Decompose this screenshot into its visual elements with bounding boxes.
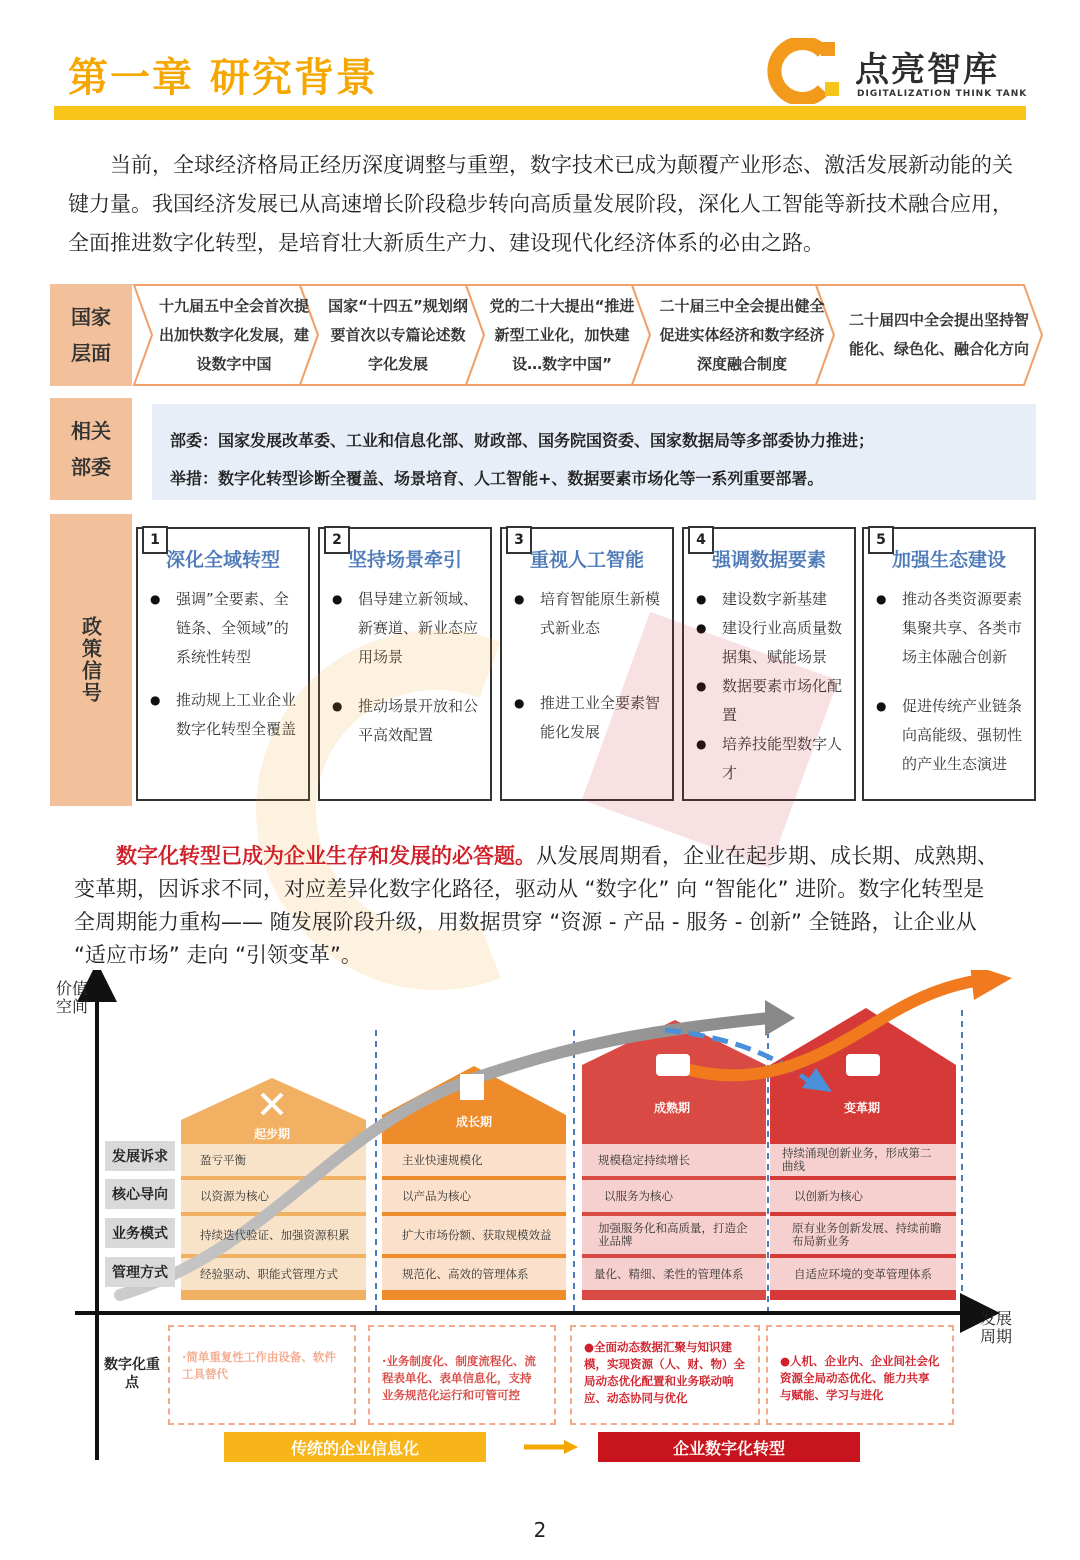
cell: 经验驱动、职能式管理方式 bbox=[200, 1266, 338, 1281]
chapter-title: 第一章 研究背景 bbox=[68, 55, 378, 101]
card-title: 坚持场景牵引 bbox=[347, 549, 462, 571]
policy-card bbox=[862, 527, 1036, 801]
paragraph-text: 从发展周期看，企业在起步期、成长期、成熟期、变革期，因诉求不同，对应差异化数字化路径，驱动从 “数字化” 向 “智能化” 进阶。数字化转型是全周期能力重构—— 随发展阶段升级，用数据贯穿 “资源 - 产品 - 服务 - 创新” 全链路，让企业从 “适应市场” 走向 “引领变革”。 bbox=[74, 844, 998, 967]
cell: 以创新为核心 bbox=[794, 1188, 863, 1203]
cell: 以资源为核心 bbox=[200, 1188, 269, 1203]
cell: 原有业务创新发展、持续前瞻布局新业务 bbox=[792, 1221, 942, 1248]
ministries-line: 部委：国家发展改革委、工业和信息化部、财政部、国务院国资委、国家数据局等多部委协力推进； bbox=[170, 431, 875, 450]
digital-focus-label: 数字化重点 bbox=[104, 1357, 160, 1391]
chevron-item: 十九届五中全会首次提出加快数字化发展，建设数字中国 bbox=[158, 296, 309, 373]
digital-focus-box: ·业务制度化、制度流程化、流程表单化、表单信息化，支持业务规范化运行和可管可控 bbox=[368, 1325, 556, 1425]
card-bullet: ● 推进工业全要素智能化发展 bbox=[514, 689, 666, 747]
ministries-label: 相关部委 bbox=[50, 398, 132, 500]
card-bullet: ● 数据要素市场化配置 bbox=[696, 672, 848, 730]
phase-name: 起步期 bbox=[253, 1127, 290, 1141]
policy-card bbox=[682, 527, 856, 801]
phase-name: 成长期 bbox=[455, 1115, 492, 1129]
card-bullet: ● 推动各类资源要素集聚共享、各类市场主体融合创新 bbox=[876, 585, 1028, 672]
digital-focus-box: ·简单重复性工作由设备、软件工具替代 bbox=[168, 1325, 356, 1425]
card-bullet: ● 建设数字新基建 bbox=[696, 585, 848, 614]
card-number: 4 bbox=[688, 526, 714, 554]
row-label: 发展诉求 bbox=[105, 1141, 175, 1171]
cell: 持续涌现创新业务，形成第二曲线 bbox=[782, 1146, 932, 1173]
card-bullet: ● 促进传统产业链条向高能级、强韧性的产业生态演进 bbox=[876, 692, 1028, 779]
phase-name: 成熟期 bbox=[653, 1101, 690, 1115]
card-number: 2 bbox=[324, 526, 350, 554]
card-title: 深化全域转型 bbox=[165, 549, 280, 571]
header-bar bbox=[54, 106, 1026, 120]
chevron-item: 党的二十大提出“推进新型工业化，加快建设…数字中国” bbox=[489, 296, 635, 373]
card-bullet: ● 强调”全要素、全链条、全领域”的系统性转型 bbox=[150, 585, 302, 672]
policy-card bbox=[136, 527, 310, 801]
page-number: 2 bbox=[533, 1518, 547, 1542]
measures-line: 举措：数字化转型诊断全覆盖、场景培育、人工智能+、数据要素市场化等一系列重要部署。 bbox=[170, 469, 824, 488]
chevron-item: 二十届四中全会提出坚持智能化、绿色化、融合化方向 bbox=[848, 311, 1029, 358]
digital-focus-box: ●人机、企业内、企业间社会化资源全局动态优化、能力共享与赋能、学习与进化 bbox=[766, 1325, 954, 1425]
card-bullet: ● 推动场景开放和公平高效配置 bbox=[332, 692, 484, 750]
logo-name: 点亮智库 bbox=[855, 50, 999, 90]
logo-subtitle: DIGITALIZATION THINK TANK bbox=[857, 89, 1028, 99]
dollar-icon bbox=[460, 1074, 484, 1100]
card-title: 加强生态建设 bbox=[891, 549, 1006, 571]
y-axis-label: 价值空间 bbox=[56, 979, 89, 1016]
policy-signals-label: 政策信号 bbox=[50, 514, 132, 806]
row-label: 管理方式 bbox=[105, 1257, 175, 1287]
cell: 规模稳定持续增长 bbox=[598, 1152, 690, 1167]
lifecycle-diagram bbox=[50, 970, 1050, 1470]
chevron-item: 二十届三中全会提出健全促进实体经济和数字经济深度融合制度 bbox=[659, 296, 825, 373]
cell: 持续迭代验证、加强资源积累 bbox=[200, 1227, 350, 1242]
cell: 主业快速规模化 bbox=[402, 1152, 483, 1167]
cell: 自适应环境的变革管理体系 bbox=[794, 1266, 932, 1281]
card-number: 5 bbox=[868, 526, 894, 554]
paragraph-highlight: 数字化转型已成为企业生存和发展的必答题。 bbox=[116, 844, 536, 868]
policy-card bbox=[318, 527, 492, 801]
chevron-item: 国家“十四五”规划纲要首次以专篇论述数字化发展 bbox=[328, 296, 468, 373]
cell: 盈亏平衡 bbox=[200, 1152, 246, 1167]
national-level-chevrons bbox=[132, 284, 1044, 386]
card-bullet: ● 倡导建立新领域、新赛道、新业态应用场景 bbox=[332, 585, 484, 672]
card-bullet: ● 建设行业高质量数据集、赋能场景 bbox=[696, 614, 848, 672]
cell: 量化、精细、柔性的管理体系 bbox=[594, 1266, 744, 1281]
logo-mark-icon bbox=[765, 38, 851, 104]
card-bullet: ● 培养技能型数字人才 bbox=[696, 730, 848, 788]
lifecycle-paragraph bbox=[74, 840, 1004, 972]
card-title: 强调数据要素 bbox=[711, 549, 826, 571]
card-number: 1 bbox=[142, 526, 168, 554]
cell: 以产品为核心 bbox=[402, 1188, 471, 1203]
policy-card bbox=[500, 527, 674, 801]
cell: 加强服务化和高质量，打造企业品牌 bbox=[598, 1221, 748, 1248]
intro-paragraph: 当前，全球经济格局正经历深度调整与重塑，数字技术已成为颠覆产业形态、激活发展新动能的关键力量。我国经济发展已从高速增长阶段稳步转向高质量发展阶段，深化人工智能等新技术融合应用，全面推进数字化转型，是培育壮大新质生产力、建设现代化经济体系的必由之路。 bbox=[68, 153, 1013, 255]
digital-focus-box: ●全面动态数据汇聚与知识建模，实现资源（人、财、物）全局动态优化配置和业务联动响应、动态协同与优化 bbox=[570, 1325, 760, 1425]
cell: 扩大市场份额、获取规模效益 bbox=[402, 1227, 552, 1242]
cell: 以服务为核心 bbox=[604, 1188, 673, 1203]
chat-icon bbox=[656, 1054, 690, 1076]
row-label: 业务模式 bbox=[105, 1218, 175, 1248]
digital-transformation-bar: 企业数字化转型 bbox=[598, 1432, 860, 1462]
logo bbox=[765, 38, 1030, 104]
cell: 规范化、高效的管理体系 bbox=[402, 1266, 529, 1281]
row-label: 核心导向 bbox=[105, 1179, 175, 1209]
card-title: 重视人工智能 bbox=[529, 549, 644, 571]
chat-icon bbox=[846, 1054, 880, 1076]
card-bullet: ● 培育智能原生新模式新业态 bbox=[514, 585, 666, 643]
national-level-label: 国家层面 bbox=[50, 284, 132, 386]
x-axis-label: 发展周期 bbox=[980, 1309, 1013, 1346]
card-bullet: ● 推动规上工业企业数字化转型全覆盖 bbox=[150, 686, 302, 744]
ministries-box bbox=[152, 404, 1036, 500]
phase-name: 变革期 bbox=[843, 1101, 880, 1115]
traditional-it-bar: 传统的企业信息化 bbox=[224, 1432, 486, 1462]
card-number: 3 bbox=[506, 526, 532, 554]
